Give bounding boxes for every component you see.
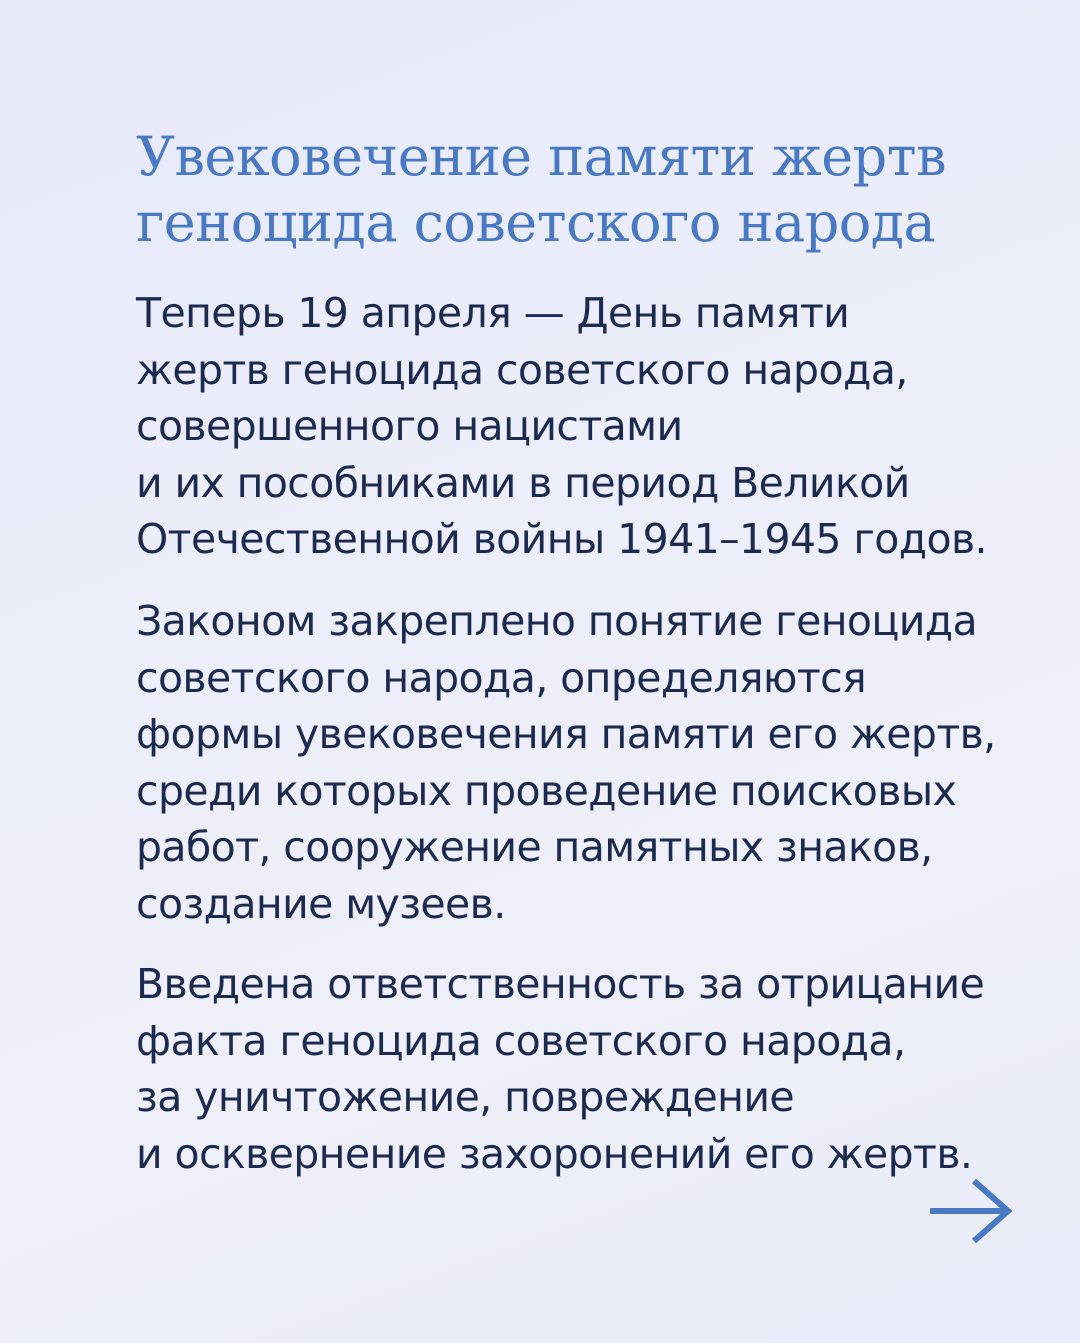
text-line: Законом закреплено понятие геноцида: [136, 597, 978, 645]
arrow-right-icon: [928, 1178, 1014, 1244]
text-line: создание музеев.: [136, 879, 506, 928]
title-line: геноцида советского народа: [136, 191, 936, 254]
page-title: [136, 124, 1036, 256]
paragraph-responsibility: [136, 956, 1036, 1182]
text-line: жертв геноцида советского народа,: [136, 345, 908, 394]
text-line: советского народа, определяются: [136, 653, 867, 702]
text-line: Отечественной войны 1941–1945 годов.: [136, 515, 987, 563]
text-line: формы увековечения памяти его жертв,: [136, 710, 996, 758]
text-line: совершенного нацистами: [136, 402, 683, 450]
paragraph-memorial-day: [136, 285, 1036, 568]
text-line: Введена ответственность за отрицание: [136, 960, 985, 1008]
next-slide-button[interactable]: [928, 1178, 1014, 1244]
text-line: Теперь 19 апреля — День памяти: [136, 289, 850, 337]
paragraph-law-definition: [136, 593, 1036, 932]
text-line: за уничтожение, повреждение: [136, 1073, 795, 1121]
text-line: и осквернение захоронений его жертв.: [136, 1129, 973, 1178]
text-line: работ, сооружение памятных знаков,: [136, 823, 933, 871]
text-line: и их пособниками в период Великой: [136, 458, 910, 507]
text-line: факта геноцида советского народа,: [136, 1016, 906, 1065]
text-line: среди которых проведение поисковых: [136, 766, 957, 815]
title-line: Увековечение памяти жертв: [136, 125, 947, 188]
